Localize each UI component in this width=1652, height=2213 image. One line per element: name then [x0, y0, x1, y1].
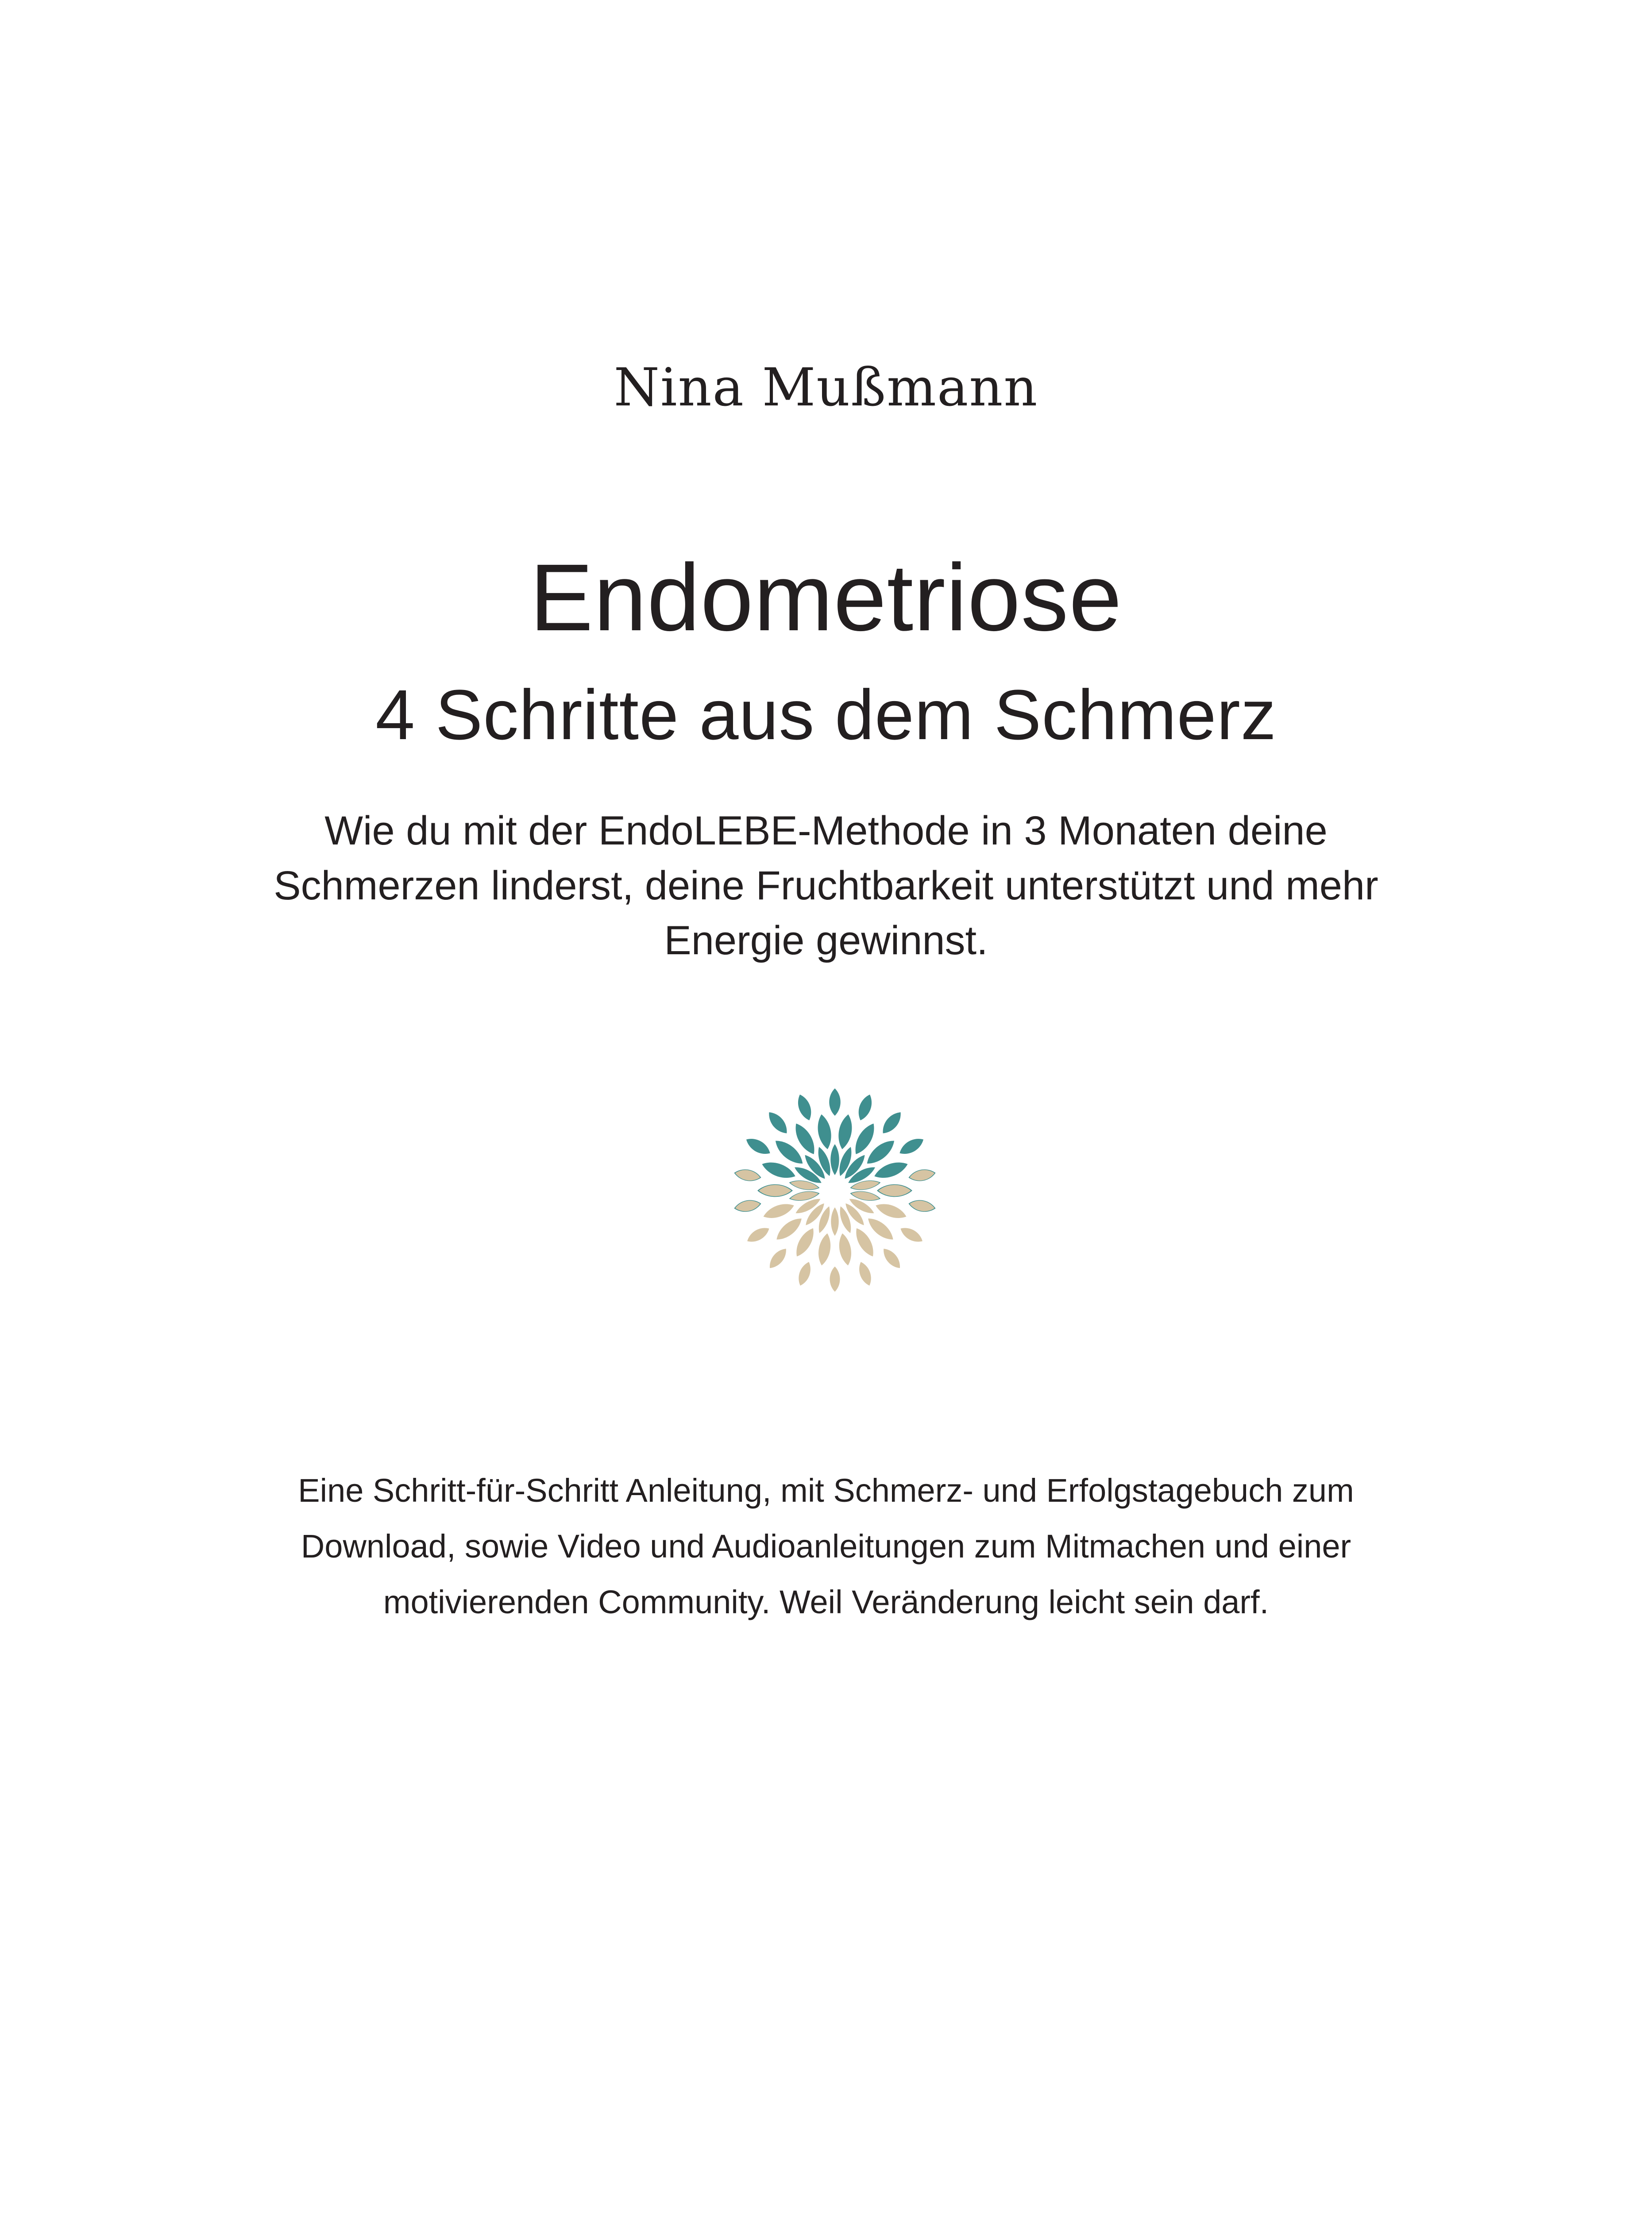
- book-tagline: Wie du mit der EndoLEBE-Methode in 3 Monaten deine Schmerzen linderst, deine Fruchtbarkeit unterstützt und mehr Energie gewinnst.: [274, 808, 1378, 963]
- logo-leaf-beige: [766, 1245, 790, 1271]
- logo-leaf-beige: [880, 1245, 903, 1271]
- logo-leaf-beige: [759, 1185, 791, 1196]
- logo-leaf-beige: [795, 1260, 814, 1287]
- leaf-mandala-icon: [729, 1076, 941, 1306]
- logo-leaf-beige: [830, 1266, 840, 1292]
- logo-leaf-teal: [836, 1113, 854, 1150]
- logo-leaf-teal: [765, 1109, 791, 1137]
- logo-leaf-beige: [734, 1199, 761, 1213]
- logo-leaf-beige: [856, 1260, 874, 1287]
- logo-leaf-teal: [855, 1093, 875, 1122]
- book-title: Endometriose: [529, 544, 1123, 651]
- logo-leaf-teal: [795, 1093, 814, 1122]
- logo-leaf-teal: [815, 1113, 834, 1150]
- book-subtitle: 4 Schritte aus dem Schmerz: [375, 675, 1277, 754]
- book-description: Eine Schritt-für-Schritt Anleitung, mit Schmerz- und Erfolgstagebuch zum Download, sowie Video und Audioanleitungen zum Mitmachen und einer motivierenden Community. Weil Veränderung leicht sein darf.: [298, 1472, 1354, 1620]
- logo-leaf-beige: [909, 1199, 935, 1213]
- logo-leaf-beige: [852, 1226, 878, 1260]
- logo-leaf-teal: [897, 1134, 926, 1158]
- logo-leaf-beige: [898, 1224, 925, 1245]
- logo-leaf-beige: [831, 1207, 839, 1236]
- logo-leaf-beige: [761, 1200, 796, 1222]
- logo-leaf-beige: [874, 1200, 908, 1222]
- logo-leaf-teal: [872, 1158, 910, 1182]
- logo-leaf-beige: [878, 1185, 911, 1196]
- logo-leaf-teal: [744, 1134, 773, 1158]
- logo-leaf-beige: [837, 1232, 853, 1266]
- logo-leaf-teal: [879, 1109, 905, 1137]
- logo-top-leaves: [733, 1088, 936, 1214]
- logo-leaf-beige: [745, 1224, 772, 1245]
- author-name: Nina Mußmann: [614, 357, 1038, 418]
- logo-leaf-beige: [816, 1232, 833, 1266]
- logo-leaf-beige: [909, 1168, 935, 1183]
- logo-leaf-teal: [829, 1088, 841, 1116]
- logo-leaf-teal: [760, 1158, 798, 1182]
- logo-leaf-beige: [792, 1226, 818, 1260]
- logo-leaf-beige: [734, 1168, 761, 1183]
- logo-leaf-teal: [830, 1144, 839, 1175]
